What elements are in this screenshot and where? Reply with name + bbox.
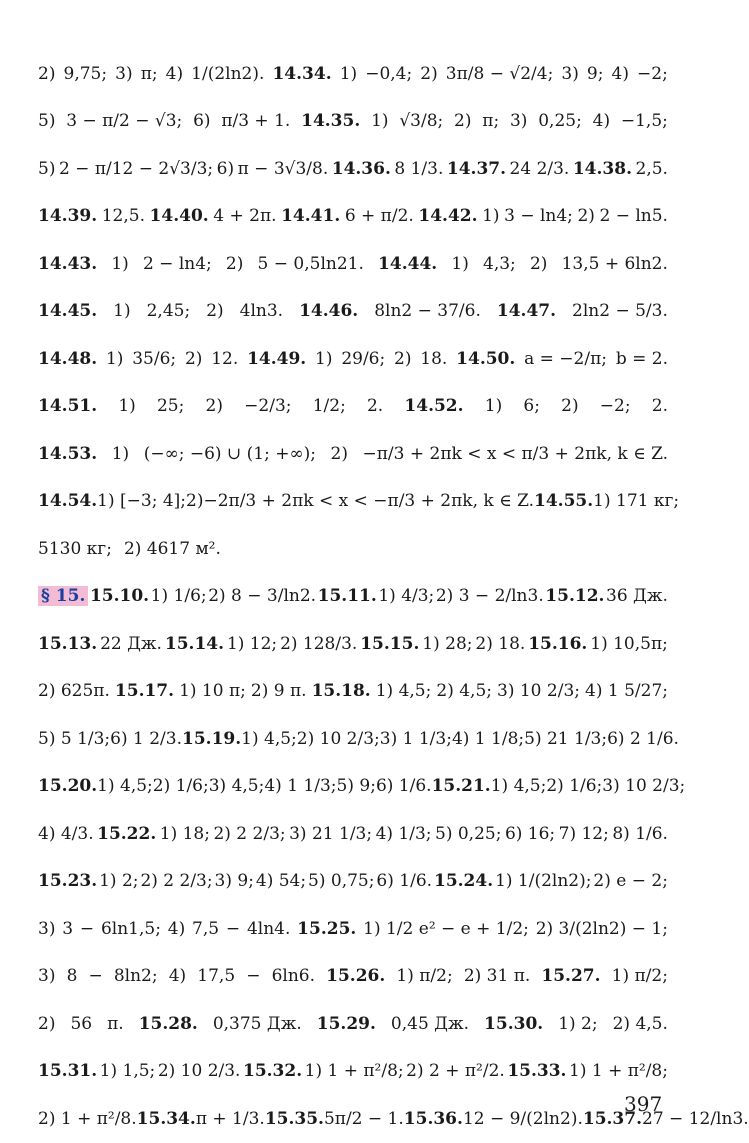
answer-token: 2) 4617 м². — [123, 538, 221, 559]
answer-token: 1) — [339, 63, 358, 84]
answer-token: 2) — [205, 396, 223, 417]
answer-token: 2) 1 + π²/8. — [38, 1108, 137, 1129]
problem-number: 15.12. — [545, 586, 605, 607]
answer-line — [38, 763, 686, 811]
answer-token: 2) — [184, 348, 203, 369]
answer-token: 6ln1,5; — [100, 918, 161, 939]
problem-number: 15.15. — [360, 633, 420, 654]
answer-token: 1) — [113, 301, 131, 322]
answer-line — [38, 1048, 668, 1096]
answer-token: 4) — [592, 111, 611, 132]
answer-token: 5 − 0,5ln21. — [257, 253, 364, 274]
answer-token: 2) — [38, 1013, 56, 1034]
answer-token: 5π/2 − 1. — [323, 1108, 404, 1129]
problem-number: 14.44. — [378, 253, 438, 274]
answer-token: 3 — [62, 918, 74, 939]
answer-token: 1) 4,5; — [490, 776, 547, 797]
answer-line — [38, 810, 668, 858]
problem-number: 14.39. — [38, 206, 98, 227]
section-marker: § 15. — [38, 586, 88, 606]
answer-token: 1) — [371, 111, 389, 132]
answer-token: 5) 0,75; — [308, 871, 375, 892]
problem-number: 15.18. — [311, 681, 371, 702]
answer-line — [38, 1000, 668, 1048]
answer-token: 27 − 12/ln3. — [642, 1108, 749, 1129]
answer-line — [38, 905, 668, 953]
answer-token: 2) 1/6; — [152, 776, 209, 797]
answer-token: 4) 1/3; — [375, 823, 432, 844]
problem-number: 14.55. — [534, 491, 594, 512]
problem-number: 15.26. — [326, 966, 386, 987]
answer-token: 4ln3. — [239, 301, 284, 322]
answer-token: 2) 10 2/3. — [157, 1061, 241, 1082]
answer-token: −1,5; — [620, 111, 668, 132]
answer-token: 2) — [577, 206, 595, 227]
problem-number: 15.25. — [297, 918, 357, 939]
problem-number: 15.19. — [182, 728, 242, 749]
answer-token: π. — [107, 1013, 124, 1034]
problem-number: 15.34. — [136, 1108, 196, 1129]
answer-token: 2) 2 + π²/2. — [406, 1061, 505, 1082]
problem-number: 14.50. — [456, 348, 516, 369]
answer-token: 2) 3 − 2/ln3. — [435, 586, 544, 607]
problem-number: 15.31. — [38, 1061, 98, 1082]
answer-token: 2,5. — [635, 158, 668, 179]
answer-token: 0,45 Дж. — [390, 1013, 470, 1034]
answer-token: 2) 18. — [475, 633, 526, 654]
problem-number: 14.54. — [38, 491, 98, 512]
answer-token: 1) 4,5; — [375, 681, 432, 702]
answer-line — [38, 525, 668, 573]
answer-token: a = −2/π; — [524, 348, 607, 369]
problem-number: 15.22. — [97, 823, 157, 844]
answer-token: − — [246, 966, 261, 987]
problem-number: 14.43. — [38, 253, 98, 274]
page-number: 397 — [624, 1092, 663, 1116]
answer-token: 6) 1/6. — [375, 776, 432, 797]
answer-token: 8 — [66, 966, 78, 987]
answer-token: 2) 31 π. — [463, 966, 531, 987]
answer-line — [38, 858, 668, 906]
answer-token: 1) 28; — [422, 633, 473, 654]
answer-token: 7,5 — [192, 918, 220, 939]
answer-token: 1) 1 + π²/8; — [304, 1061, 404, 1082]
answer-token: 3) 10 2/3; — [602, 776, 686, 797]
answer-token: 6; — [523, 396, 540, 417]
answer-token: 6) — [216, 158, 235, 179]
answer-token: 0,25; — [538, 111, 582, 132]
answer-line — [38, 668, 668, 716]
answer-token: 2) — [186, 491, 204, 512]
problem-number: 15.17. — [114, 681, 175, 702]
problem-number: 14.46. — [299, 301, 359, 322]
answer-token: 2) 10 2/3; — [296, 728, 380, 749]
answer-token: 6) 1/6. — [376, 871, 433, 892]
answer-token: 4) — [168, 966, 187, 987]
answer-token: 3) 9; — [214, 871, 254, 892]
answer-token: −2/3; — [244, 396, 292, 417]
answer-token: 5) 5 1/3; — [38, 728, 111, 749]
answer-token: 2) 4,5; — [436, 681, 492, 702]
answer-token: − — [79, 918, 95, 939]
problem-number: 15.24. — [433, 871, 494, 892]
answer-token: 2) 3/(2ln2) − 1; — [535, 918, 668, 939]
answer-token: 2) 128/3. — [280, 633, 358, 654]
problem-number: 14.41. — [281, 206, 341, 227]
answer-token: 3) 4,5; — [208, 776, 265, 797]
answer-token: 2) — [420, 63, 438, 84]
answer-token: 12 − 9/(2ln2). — [462, 1108, 583, 1129]
answer-line — [38, 145, 668, 193]
problem-number: 15.36. — [403, 1108, 463, 1129]
answer-token: 1) 10,5π; — [590, 633, 668, 654]
answer-token: 4) 54; — [255, 871, 307, 892]
answer-token: π − 3√3/8. — [237, 158, 329, 179]
answer-token: 3) 1 1/3; — [379, 728, 452, 749]
problem-number: 15.16. — [528, 633, 588, 654]
answer-token: 3) — [509, 111, 528, 132]
answer-token: 8ln2; — [113, 966, 158, 987]
answer-token: 3π/8 − √2/4; — [445, 63, 554, 84]
answer-token: 2) — [38, 63, 56, 84]
problem-number: 15.11. — [317, 586, 377, 607]
answer-line — [38, 620, 668, 668]
problem-number: 14.52. — [404, 396, 464, 417]
answer-token: 3) 10 2/3; — [497, 681, 580, 702]
answer-line — [38, 573, 668, 621]
answer-token: 3) — [38, 918, 56, 939]
answer-token: 1) 10 π; — [179, 681, 246, 702]
answer-token: 2 − ln5. — [599, 206, 668, 227]
answer-token: 1) 1/2 e² − e + 1/2; — [363, 918, 529, 939]
answer-token: b = 2. — [615, 348, 668, 369]
answer-token: 2) — [330, 443, 348, 464]
problem-number: 14.37. — [446, 158, 507, 179]
answer-token: 36 Дж. — [606, 586, 668, 607]
answer-token: 24 2/3. — [509, 158, 570, 179]
answer-token: 1) π/2; — [611, 966, 668, 987]
problem-number: 15.13. — [38, 633, 98, 654]
answer-token: π/3 + 1. — [221, 111, 291, 132]
problem-number: 15.30. — [484, 1013, 544, 1034]
answer-line — [38, 288, 668, 336]
answer-token: 4,3; — [483, 253, 516, 274]
answer-token: 18. — [420, 348, 448, 369]
answer-token: 3) — [115, 63, 133, 84]
answer-token: 22 Дж. — [100, 633, 162, 654]
answer-token: 1) 4,5; — [97, 776, 153, 797]
problem-number: 15.20. — [38, 776, 98, 797]
answer-token: 29/6; — [341, 348, 386, 369]
answer-token: 5) — [38, 158, 56, 179]
answer-token: 1) — [118, 396, 136, 417]
problem-number: 14.49. — [247, 348, 307, 369]
answer-line — [38, 430, 668, 478]
answer-token: 4 + 2π. — [213, 206, 277, 227]
answer-token: −2; — [599, 396, 631, 417]
answer-token: 12. — [211, 348, 239, 369]
answer-token: 6) 2 1/6. — [607, 728, 679, 749]
problem-number: 15.21. — [431, 776, 491, 797]
answer-token: 8ln2 − 37/6. — [374, 301, 481, 322]
answer-token: π + 1/3. — [195, 1108, 265, 1129]
answer-token: − — [88, 966, 103, 987]
answer-line — [38, 1095, 749, 1143]
problem-number: 14.48. — [38, 348, 98, 369]
answer-token: 4) — [165, 63, 184, 84]
problem-number: 14.47. — [496, 301, 557, 322]
problem-number: 15.28. — [138, 1013, 198, 1034]
answer-token: 1) — [111, 443, 130, 464]
answer-line — [38, 478, 680, 526]
answer-token: 9,75; — [63, 63, 108, 84]
answer-token: 1) — [315, 348, 333, 369]
answer-token: 4) — [167, 918, 186, 939]
answer-token: 2) 4,5. — [612, 1013, 668, 1034]
answer-token: 2) — [454, 111, 472, 132]
answer-token: 1) — [111, 253, 129, 274]
answer-token: 4) 1 1/3; — [264, 776, 337, 797]
answer-token: 2,45; — [146, 301, 191, 322]
answer-token: 3 − π/2 − √3; — [66, 111, 183, 132]
answer-token: 3) — [38, 966, 56, 987]
problem-number: 15.29. — [316, 1013, 376, 1034]
answer-token: √3/8; — [399, 111, 444, 132]
problem-number: 14.42. — [418, 206, 478, 227]
answer-token: 1) 18; — [159, 823, 210, 844]
answer-token: 6) — [193, 111, 211, 132]
answer-token: 1) 4/3; — [378, 586, 435, 607]
problem-number: 14.53. — [38, 443, 98, 464]
answer-token: 1) 2; — [99, 871, 139, 892]
answer-token: 2) — [529, 253, 548, 274]
answer-token: 6ln6. — [271, 966, 316, 987]
answer-token: 2) 8 − 3/ln2. — [208, 586, 317, 607]
problem-number: 15.27. — [541, 966, 601, 987]
answer-token: 56 — [70, 1013, 93, 1034]
answer-token: −0,4; — [365, 63, 413, 84]
answer-token: 1) 1/(2ln2); — [495, 871, 592, 892]
answer-token: 3) 21 1/3; — [289, 823, 373, 844]
answer-token: 7) 12; — [558, 823, 609, 844]
answer-token: 2) 1/6; — [546, 776, 603, 797]
answer-token: −2π/3 + 2πk < x < −π/3 + 2πk, k ∈ Z. — [203, 491, 534, 512]
answer-token: 2) 2 2/3; — [213, 823, 286, 844]
answer-line — [38, 335, 668, 383]
answer-token: 4) 4/3. — [38, 823, 94, 844]
answer-token: 2) 2 2/3; — [140, 871, 213, 892]
answer-line — [38, 383, 668, 431]
answer-token: 5130 кг; — [38, 538, 112, 559]
problem-number: 14.35. — [301, 111, 361, 132]
answer-token: 25; — [156, 396, 185, 417]
problem-number: 14.51. — [38, 396, 98, 417]
answer-line — [38, 953, 668, 1001]
answer-token: 2 − π/12 − 2√3/3; — [58, 158, 214, 179]
problem-number: 14.45. — [38, 301, 98, 322]
answer-token: 0,375 Дж. — [212, 1013, 302, 1034]
answer-token: 2) — [206, 301, 224, 322]
answer-line — [38, 50, 668, 98]
problem-number: 15.37. — [582, 1108, 643, 1129]
answer-line — [38, 193, 668, 241]
answer-token: π; — [482, 111, 500, 132]
answer-token: 1) 4,5; — [241, 728, 297, 749]
answer-token: 1) 12; — [226, 633, 278, 654]
answer-token: −π/3 + 2πk < x < π/3 + 2πk, k ∈ Z. — [362, 443, 668, 464]
answer-token: 4) — [611, 63, 629, 84]
answer-token: 1/(2ln2). — [191, 63, 265, 84]
answer-token: 13,5 + 6ln2. — [561, 253, 668, 274]
answer-token: 17,5 — [197, 966, 236, 987]
answer-token: 2ln2 − 5/3. — [572, 301, 668, 322]
answer-token: 2) — [561, 396, 579, 417]
problem-number: 14.40. — [149, 206, 209, 227]
answer-token: 1) 2; — [558, 1013, 598, 1034]
answer-token: 6 + π/2. — [344, 206, 414, 227]
answer-token: 2 − ln4; — [142, 253, 212, 274]
answer-token: 1) [−3; 4]; — [97, 491, 187, 512]
answer-token: 5) 9; — [336, 776, 376, 797]
answer-token: 4) 1 5/27; — [585, 681, 668, 702]
answer-token: 5) 0,25; — [435, 823, 502, 844]
answer-token: 1) 171 кг; — [593, 491, 680, 512]
answer-token: 8) 1/6. — [612, 823, 668, 844]
answer-token: 1) — [482, 206, 500, 227]
answer-token: 12,5. — [101, 206, 145, 227]
answer-token: 1) π/2; — [396, 966, 453, 987]
answer-token: 1) — [451, 253, 469, 274]
answer-token: 1) 1 + π²/8; — [569, 1061, 668, 1082]
answer-token: 4ln4. — [246, 918, 291, 939]
answer-line — [38, 715, 679, 763]
problem-number: 15.14. — [164, 633, 225, 654]
answer-token: 1) 1,5; — [99, 1061, 156, 1082]
answer-token: 6) 16; — [504, 823, 556, 844]
problem-number: 15.23. — [38, 871, 98, 892]
answer-token: 2. — [651, 396, 668, 417]
answer-token: 3 − ln4; — [504, 206, 573, 227]
answer-line — [38, 98, 668, 146]
problem-number: 15.35. — [264, 1108, 324, 1129]
answer-token: 1/2; — [312, 396, 346, 417]
answer-token: − — [225, 918, 241, 939]
problem-number: 14.34. — [272, 63, 332, 84]
answer-token: (−∞; −6) ∪ (1; +∞); — [143, 443, 316, 464]
answer-token: 2) e − 2; — [593, 871, 668, 892]
answer-token: 2) 9 π. — [250, 681, 307, 702]
answer-token: 35/6; — [132, 348, 177, 369]
answers-page — [38, 50, 749, 1143]
answer-token: 8 1/3. — [394, 158, 444, 179]
answer-line — [38, 240, 668, 288]
answer-token: 2) — [225, 253, 244, 274]
answer-token: 3) — [561, 63, 579, 84]
problem-number: 15.10. — [89, 586, 150, 607]
problem-number: 15.32. — [242, 1061, 303, 1082]
problem-number: 14.38. — [572, 158, 632, 179]
answer-token: 2) — [394, 348, 412, 369]
answer-token: 2. — [366, 396, 384, 417]
answer-token: −2; — [637, 63, 668, 84]
answer-token: 5) — [38, 111, 56, 132]
problem-number: 14.36. — [331, 158, 391, 179]
answer-token: 1) — [484, 396, 503, 417]
answer-token: 4) 1 1/8; — [451, 728, 525, 749]
answer-token: 1) — [105, 348, 124, 369]
problem-number: 15.33. — [507, 1061, 567, 1082]
answer-token: π; — [140, 63, 158, 84]
answer-token: 2) 625π. — [38, 681, 110, 702]
answer-token: 6) 1 2/3. — [110, 728, 183, 749]
answer-token: 5) 21 1/3; — [524, 728, 608, 749]
answer-token: 1) 1/6; — [150, 586, 207, 607]
answer-token: 9; — [586, 63, 604, 84]
